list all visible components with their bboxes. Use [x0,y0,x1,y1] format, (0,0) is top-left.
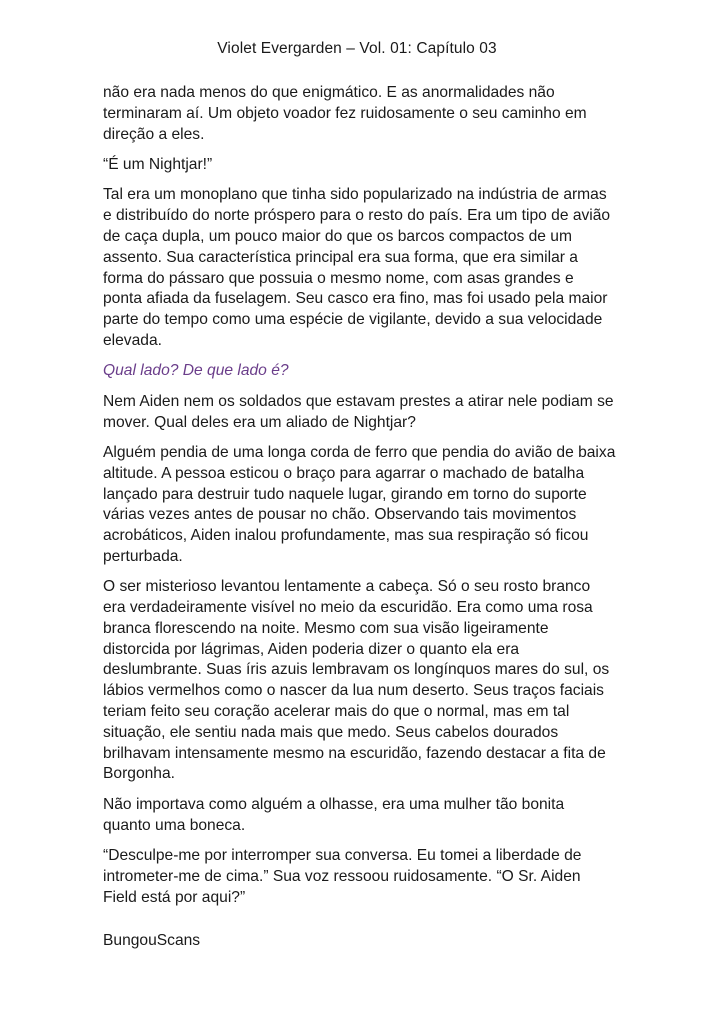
paragraph: Alguém pendia de uma longa corda de ferro que pendia do avião de baixa altitude. A pessoa esticou o braço para agarrar o machado de batalha lançado para destruir tudo naquele lugar, girando em torno do suporte várias vezes antes de pousar no chão. Observando tais movimentos acrobáticos, Aiden inalou profundamente, mas sua respiração só ficou perturbada. [103,443,616,565]
dialogue-paragraph: “Desculpe-me por interromper sua conversa. Eu tomei a liberdade de intrometer-me de cima.” Sua voz ressoou ruidosamente. “O Sr. Aiden Field está por aqui?” [103,847,582,906]
paragraph: Nem Aiden nem os soldados que estavam prestes a atirar nele podiam se mover. Qual deles era um aliado de Nightjar? [103,392,614,431]
scanlation-credit: BungouScans [103,932,201,949]
paragraph: Tal era um monoplano que tinha sido popularizado na indústria de armas e distribuído do norte próspero para o resto do país. Era um tipo de avião de caça dupla, um pouco maior do que os barcos compactos de um assento. Sua característica principal era sua forma, que era similar a forma do pássaro que possuia o mesmo nome, com asas grandes e ponta afiada da fuselagem. Seu casco era fino, mas foi usado pela maior parte do tempo como uma espécie de vigilante, devido a sua velocidade elevada. [103,186,611,349]
paragraph: Não importava como alguém a olhasse, era uma mulher tão bonita quanto uma boneca. [103,795,565,834]
page-body [103,83,616,918]
dialogue-line: “É um Nightjar!” [103,155,213,173]
paragraph: não era nada menos do que enigmático. E as anormalidades não terminaram aí. Um objeto voador fez ruidosamente o seu caminho em direção a eles. [103,84,587,143]
paragraph: O ser misterioso levantou lentamente a cabeça. Só o seu rosto branco era verdadeiramente visível no meio da escuridão. Era como uma rosa branca florescendo na noite. Mesmo com sua visão ligeiramente distorcida por lágrimas, Aiden poderia dizer o quanto ela era deslumbrante. Suas íris azuis lembravam os longínquos mares do sul, os lábios vermelhos como o nascer da lua num deserto. Seus traços faciais teriam feito seu coração acelerar mais do que o normal, mas em tal situação, ele sentiu nada mais que medo. Seus cabelos dourados brilhavam intensamente mesmo na escuridão, fazendo destacar a fita de Borgonha. [103,578,610,783]
inner-thought: Qual lado? De que lado é? [103,362,289,380]
page-header: Violet Evergarden – Vol. 01: Capítulo 03 [217,40,497,57]
